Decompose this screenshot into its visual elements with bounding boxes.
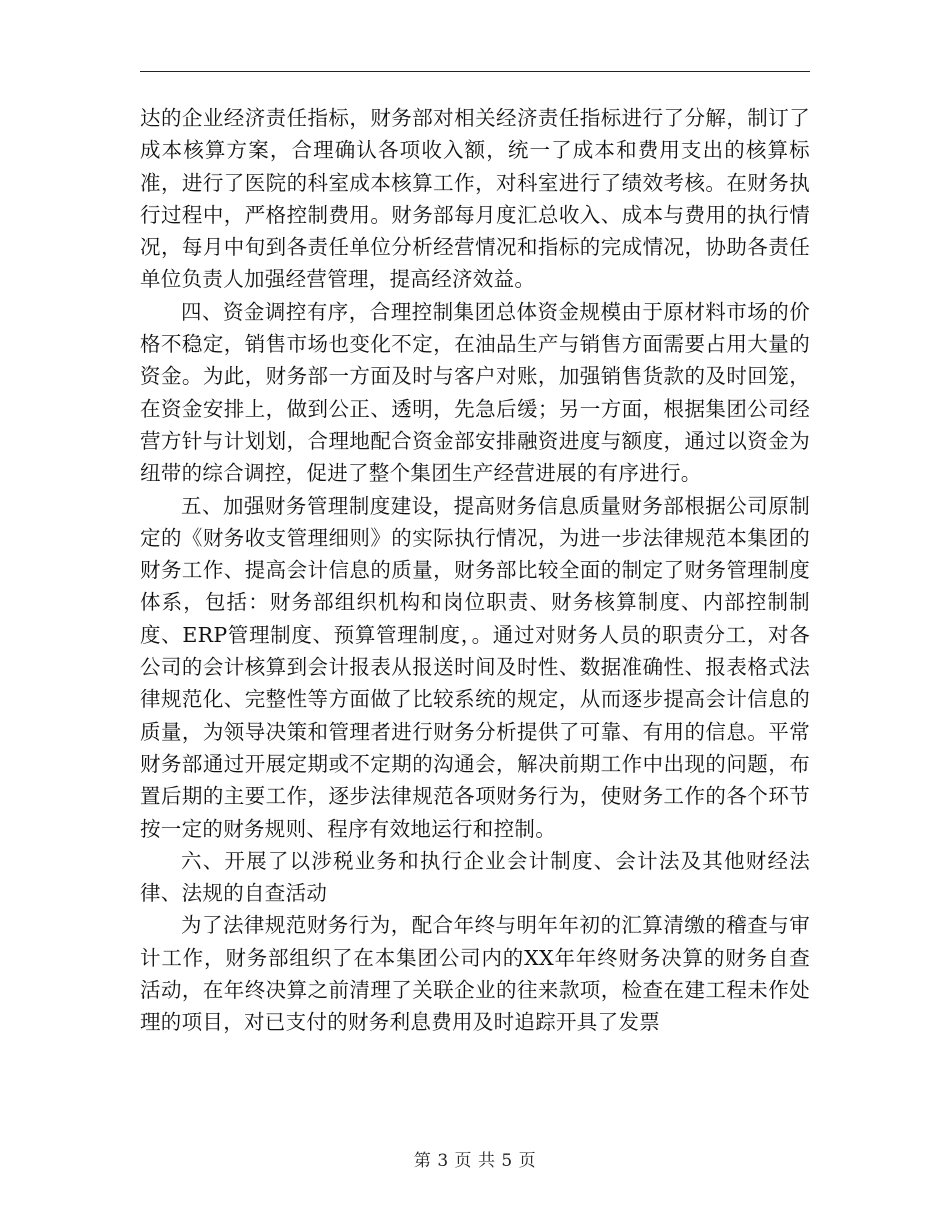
header-rule [140, 71, 810, 72]
paragraph-4-section-six: 六、开展了以涉税业务和执行企业会计制度、会计法及其他财经法律、法规的自查活动 [140, 848, 810, 906]
document-body [140, 102, 810, 1039]
paragraph-1: 达的企业经济责任指标，财务部对相关经济责任指标进行了分解，制订了成本核算方案，合理确认各项收入额，统一了成本和费用支出的核算标准，进行了医院的科室成本核算工作，对科室进行了绩效考核。在财务执行过程中，严格控制费用。财务部每月度汇总收入、成本与费用的执行情况，每月中旬到各责任单位分析经营情况和指标的完成情况，协助各责任单位负责人加强经营管理，提高经济效益。 [140, 106, 810, 292]
paragraph-5: 为了法律规范财务行为，配合年终与明年年初的汇算清缴的稽查与审计工作，财务部组织了在本集团公司内的XX年年终财务决算的财务自查活动，在年终决算之前清理了关联企业的往来款项，检查在建工程未作处理的项目，对已支付的财务利息费用及时追踪开具了发票 [140, 913, 810, 1035]
page-number-footer: 第 3 页 共 5 页 [413, 1151, 537, 1171]
paragraph-2-section-four: 四、资金调控有序，合理控制集团总体资金规模由于原材料市场的价格不稳定，销售市场也变化不定，在油品生产与销售方面需要占用大量的资金。为此，财务部一方面及时与客户对账，加强销售货款的及时回笼，在资金安排上，做到公正、透明，先急后缓；另一方面，根据集团公司经营方针与计划划，合理地配合资金部安排融资进度与额度，通过以资金为纽带的综合调控，促进了整个集团生产经营进展的有序进行。 [140, 299, 810, 486]
paragraph-3-section-five: 五、加强财务管理制度建设，提高财务信息质量财务部根据公司原制定的《财务收支管理细则》的实际执行情况，为进一步法律规范本集团的财务工作、提高会计信息的质量，财务部比较全面的制定了财务管理制度体系，包括：财务部组织机构和岗位职责、财务核算制度、内部控制制度、ERP管理制度、预算管理制度，。通过对财务人员的职责分工，对各公司的会计核算到会计报表从报送时间及时性、数据准确性、报表格式法律规范化、完整性等方面做了比较系统的规定，从而逐步提高会计信息的质量，为领导决策和管理者进行财务分析提供了可靠、有用的信息。平常财务部通过开展定期或不定期的沟通会，解决前期工作中出现的问题，布置后期的主要工作，逐步法律规范各项财务行为，使财务工作的各个环节按一定的财务规则、程序有效地运行和控制。 [140, 493, 810, 841]
